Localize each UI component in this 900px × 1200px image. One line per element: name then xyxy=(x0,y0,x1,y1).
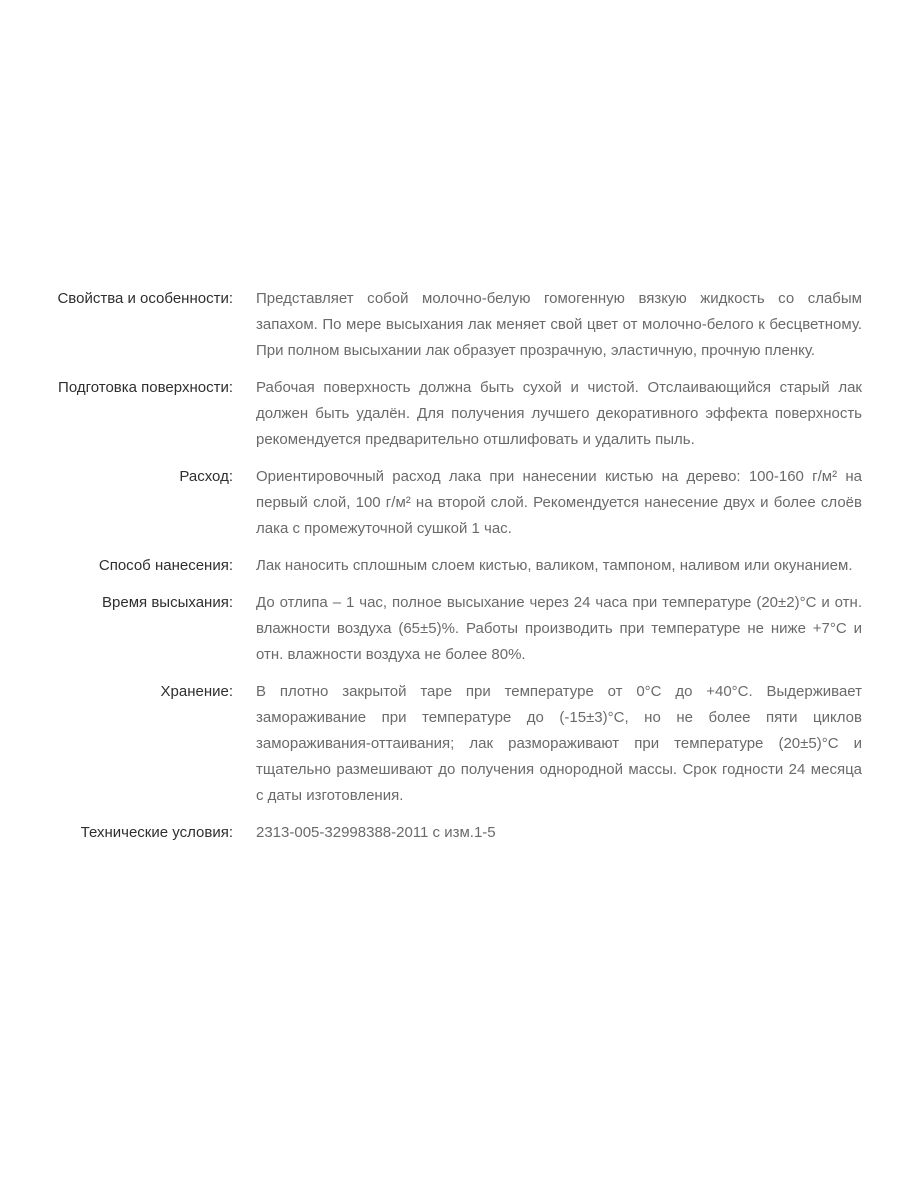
spec-value: Лак наносить сплошным слоем кистью, валиком, тампоном, наливом или окунанием. xyxy=(256,557,853,574)
spec-label: Способ нанесения: xyxy=(98,557,233,574)
spec-label: Хранение: xyxy=(160,683,233,700)
specification-table xyxy=(0,286,900,857)
spec-label: Время высыхания: xyxy=(102,594,233,611)
spec-value: Рабочая поверхность должна быть сухой и чистой. Отслаивающийся старый лак должен быть удалён. Для получения лучшего декоративного эффекта поверхность рекомендуется предварительно отшлифовать и удалить пыль. xyxy=(256,379,862,448)
spec-label: Свойства и особенности: xyxy=(57,290,233,307)
spec-value: До отлипа – 1 час, полное высыхание через 24 часа при температуре (20±2)°С и отн. влажности воздуха (65±5)%. Работы производить при температуре не ниже +7°С и отн. влажности воздуха не более 80%. xyxy=(256,594,862,663)
spec-value: Представляет собой молочно-белую гомогенную вязкую жидкость со слабым запахом. По мере высыхания лак меняет свой цвет от молочно-белого к бесцветному. При полном высыхании лак образует прозрачную, эластичную, прочную пленку. xyxy=(256,290,862,359)
spec-row-technical-conditions xyxy=(0,820,900,846)
spec-label: Расход: xyxy=(179,468,233,485)
spec-row-storage xyxy=(0,679,900,809)
spec-row-drying-time xyxy=(0,590,900,668)
spec-value: Ориентировочный расход лака при нанесении кистью на дерево: 100-160 г/м² на первый слой, 100 г/м² на второй слой. Рекомендуется нанесение двух и более слоёв лака с промежуточной сушкой 1 час. xyxy=(256,468,862,537)
spec-label: Подготовка поверхности: xyxy=(58,379,233,396)
spec-row-consumption xyxy=(0,464,900,542)
spec-value: 2313-005-32998388-2011 с изм.1-5 xyxy=(256,824,496,841)
spec-value: В плотно закрытой таре при температуре от 0°С до +40°С. Выдерживает замораживание при температуре до (-15±3)°С, но не более пяти циклов замораживания-оттаивания; лак размораживают при температуре (20±5)°С и тщательно размешивают до получения однородной массы. Срок годности 24 месяца с даты изготовления. xyxy=(256,683,862,804)
spec-row-application-method xyxy=(0,553,900,579)
spec-label: Технические условия: xyxy=(80,824,233,841)
spec-row-properties xyxy=(0,286,900,364)
spec-row-surface-preparation xyxy=(0,375,900,453)
